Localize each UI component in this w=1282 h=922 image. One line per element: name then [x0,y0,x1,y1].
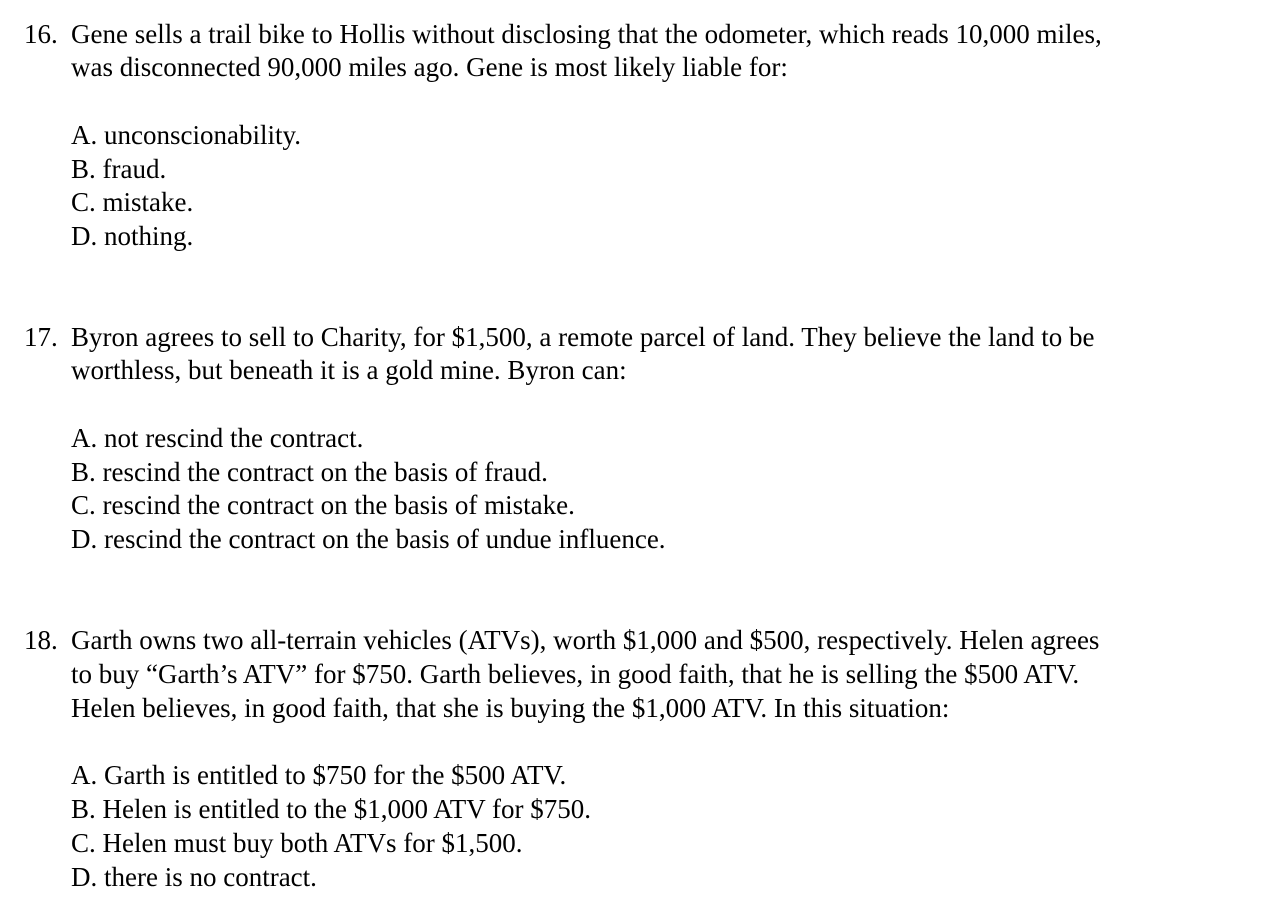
answer-option-a: A. unconscionability. [71,120,301,150]
question-stem-line: Garth owns two all-terrain vehicles (ATVs), worth $1,000 and $500, respectively. Helen agrees [71,625,1100,655]
answer-option-a: A. Garth is entitled to $750 for the $500 ATV. [71,760,567,790]
question-number: 17. [24,322,58,352]
answer-option-c: C. Helen must buy both ATVs for $1,500. [71,828,523,858]
question-number: 16. [24,19,58,49]
answer-option-b: B. rescind the contract on the basis of fraud. [71,457,548,487]
answer-option-c: C. mistake. [71,187,194,217]
answer-option-b: B. Helen is entitled to the $1,000 ATV for $750. [71,794,591,824]
answer-option-d: D. rescind the contract on the basis of undue influence. [71,524,666,554]
question-stem-line: Gene sells a trail bike to Hollis without disclosing that the odometer, which reads 10,000 miles, [71,19,1102,49]
question-stem-line: worthless, but beneath it is a gold mine. Byron can: [71,355,627,385]
question-stem-line: was disconnected 90,000 miles ago. Gene is most likely liable for: [71,52,788,82]
answer-option-d: D. there is no contract. [71,862,317,892]
question-number: 18. [24,625,58,655]
answer-option-a: A. not rescind the contract. [71,423,364,453]
answer-option-d: D. nothing. [71,221,194,251]
question-stem-line: to buy “Garth’s ATV” for $750. Garth believes, in good faith, that he is selling the $500 ATV. [71,659,1080,689]
answer-option-b: B. fraud. [71,154,167,184]
answer-option-c: C. rescind the contract on the basis of mistake. [71,490,575,520]
question-stem-line: Helen believes, in good faith, that she is buying the $1,000 ATV. In this situation: [71,693,950,723]
question-stem-line: Byron agrees to sell to Charity, for $1,500, a remote parcel of land. They believe the land to be [71,322,1095,352]
